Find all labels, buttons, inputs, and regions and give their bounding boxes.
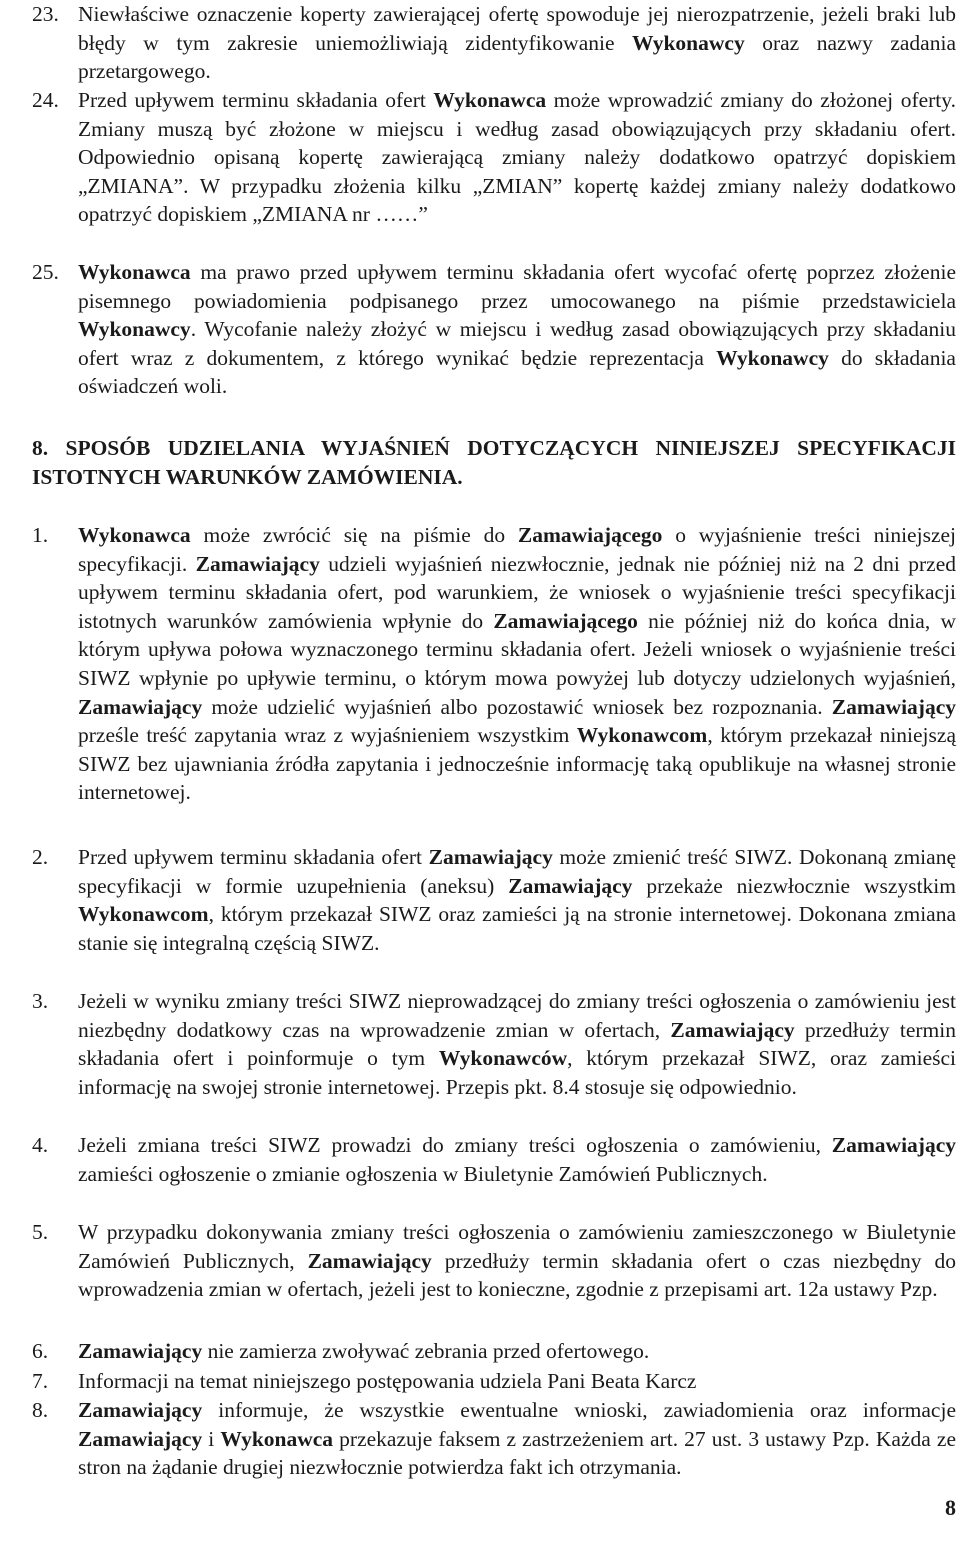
bold-term: Zamawiający (195, 551, 320, 576)
item-number: 8. (32, 1398, 49, 1422)
bold-term: Wykonawcy (716, 345, 829, 370)
bold-term: Zamawiający (428, 845, 553, 869)
list-item-8 (32, 1396, 956, 1482)
bold-term: Wykonawców (438, 1046, 568, 1071)
list-item-24 (32, 86, 956, 229)
list-item-4 (32, 1131, 956, 1188)
bold-term: Zamawiającego (517, 523, 663, 547)
bold-term: Zamawiającego (493, 608, 638, 633)
list-item-5 (32, 1218, 956, 1304)
bold-term: Wykonawcom (78, 902, 209, 927)
item-number: 25. (32, 260, 59, 284)
page-number: 8 (945, 1495, 956, 1520)
item-number: 3. (32, 989, 49, 1013)
item-text: Wykonawca ma prawo przed upływem terminu składania ofert wycofać ofertę poprzez złożenie pisemnego powiadomienia podpisanego przez umocowanego na piśmie przedstawiciela Wykonawcy. Wycofanie należy złożyć w miejscu i według zasad obowiązujących przy składaniu ofert wraz z dokumentem, z którego wynikać będzie reprezentacja Wykonawcy do składania oświadczeń woli. (78, 260, 956, 399)
item-text: Jeżeli zmiana treści SIWZ prowadzi do zmiany treści ogłoszenia o zamówieniu, Zamawiający zamieści ogłoszenie o zmianie ogłoszenia w Biuletynie Zamówień Publicznych. (78, 1133, 956, 1186)
item-number: 5. (32, 1220, 49, 1244)
bold-term: Zamawiający (831, 1133, 956, 1157)
list-item-7 (32, 1367, 956, 1396)
bold-term: Zamawiający (78, 1398, 203, 1422)
bold-term: Wykonawca (78, 260, 191, 284)
list-item-2 (32, 843, 956, 957)
item-number: 1. (32, 523, 49, 547)
bold-term: Wykonawcy (78, 317, 191, 342)
item-number: 7. (32, 1369, 49, 1393)
bold-term: Zamawiający (78, 1339, 203, 1363)
bold-term: Zamawiający (307, 1248, 432, 1273)
bold-term: Zamawiający (670, 1017, 795, 1042)
bold-term: Wykonawcom (576, 723, 708, 748)
list-item-6 (32, 1337, 956, 1366)
bold-term: Zamawiający (831, 694, 956, 719)
section-heading: 8. SPOSÓB UDZIELANIA WYJAŚNIEŃ DOTYCZĄCYCH NINIEJSZEJ SPECYFIKACJI ISTOTNYCH WARUNKÓW ZAMÓWIENIA. (32, 436, 956, 489)
item-text: Jeżeli w wyniku zmiany treści SIWZ nieprowadzącej do zmiany treści ogłoszenia o zamówieniu jest niezbędny dodatkowy czas na wprowadzenie zmian w ofertach, Zamawiający przedłuży termin składania ofert i poinformuje o tym Wykonawców, którym przekazał SIWZ, oraz zamieści informację na swojej stronie internetowej. Przepis pkt. 8.4 stosuje się odpowiednio. (78, 989, 956, 1099)
item-text: Informacji na temat niniejszego postępowania udziela Pani Beata Karcz (78, 1369, 697, 1393)
bold-term: Wykonawca (220, 1426, 334, 1451)
item-text: Przed upływem terminu składania ofert Zamawiający może zmienić treść SIWZ. Dokonaną zmianę specyfikacji w formie uzupełnienia (aneksu) Zamawiający przekaże niezwłocznie wszystkim Wykonawcom, którym przekazał SIWZ oraz zamieści ją na stronie internetowej. Dokonana zmiana stanie się integralną częścią SIWZ. (78, 845, 956, 955)
item-number: 23. (32, 2, 59, 26)
item-number: 4. (32, 1133, 49, 1157)
item-text: Zamawiający informuje, że wszystkie ewentualne wnioski, zawiadomienia oraz informacje Zamawiający i Wykonawca przekazuje faksem z zastrzeżeniem art. 27 ust. 3 ustawy Pzp. Każda ze stron na żądanie drugiej niezwłocznie potwierdza fakt ich otrzymania. (78, 1398, 956, 1480)
item-text: Wykonawca może zwrócić się na piśmie do Zamawiającego o wyjaśnienie treści niniejszej specyfikacji. Zamawiający udzieli wyjaśnień niezwłocznie, jednak nie później niż na 2 dni przed upływem terminu składania ofert, pod warunkiem, że wniosek o wyjaśnienie treści specyfikacji istotnych warunków zamówienia wpłynie do Zamawiającego nie później niż do końca dnia, w którym upływa połowa wyznaczonego terminu składania ofert. Jeżeli wniosek o wyjaśnienie treści SIWZ wpłynie po upływie terminu, o którym mowa powyżej lub dotyczy udzielonych wyjaśnień, Zamawiający może udzielić wyjaśnień albo pozostawić wniosek bez rozpoznania. Zamawiający prześle treść zapytania wraz z wyjaśnieniem wszystkim Wykonawcom, którym przekazał niniejszą SIWZ bez ujawniania źródła zapytania i jednocześnie informację taką opublikuje na własnej stronie internetowej. (78, 523, 957, 805)
item-text: Niewłaściwe oznaczenie koperty zawierającej ofertę spowoduje jej nierozpatrzenie, jeżeli braki lub błędy w tym zakresie uniemożliwiają zidentyfikowanie Wykonawcy oraz nazwy zadania przetargowego. (78, 2, 956, 84)
item-text: Zamawiający nie zamierza zwoływać zebrania przed ofertowego. (78, 1339, 650, 1363)
list-item-1 (32, 521, 956, 807)
item-text: Przed upływem terminu składania ofert Wykonawca może wprowadzić zmiany do złożonej oferty. Zmiany muszą być złożone w miejscu i według zasad obowiązujących przy składaniu ofert. Odpowiednio opisaną kopertę zawierającą zmiany należy dodatkowo opatrzyć dopiskiem „ZMIANA”. W przypadku złożenia kilku „ZMIAN” kopertę każdej zmiany należy dodatkowo opatrzyć dopiskiem „ZMIANA nr ……” (78, 88, 957, 227)
item-number: 2. (32, 845, 49, 869)
item-text: W przypadku dokonywania zmiany treści ogłoszenia o zamówieniu zamieszczonego w Biuletynie Zamówień Publicznych, Zamawiający przedłuży termin składania ofert o czas niezbędny do wprowadzenia zmian w ofertach, jeżeli jest to konieczne, zgodnie z przepisami art. 12a ustawy Pzp. (78, 1220, 956, 1302)
item-number: 6. (32, 1339, 49, 1363)
item-number: 24. (32, 88, 59, 112)
list-item-3 (32, 987, 956, 1101)
bold-term: Zamawiający (78, 1426, 203, 1451)
bold-term: Wykonawca (78, 523, 191, 547)
bold-term: Zamawiający (508, 873, 633, 898)
list-item-23 (32, 0, 956, 86)
list-item-25 (32, 258, 956, 401)
bold-term: Zamawiający (78, 694, 203, 719)
bold-term: Wykonawcy (632, 30, 745, 55)
bold-term: Wykonawca (433, 88, 547, 112)
